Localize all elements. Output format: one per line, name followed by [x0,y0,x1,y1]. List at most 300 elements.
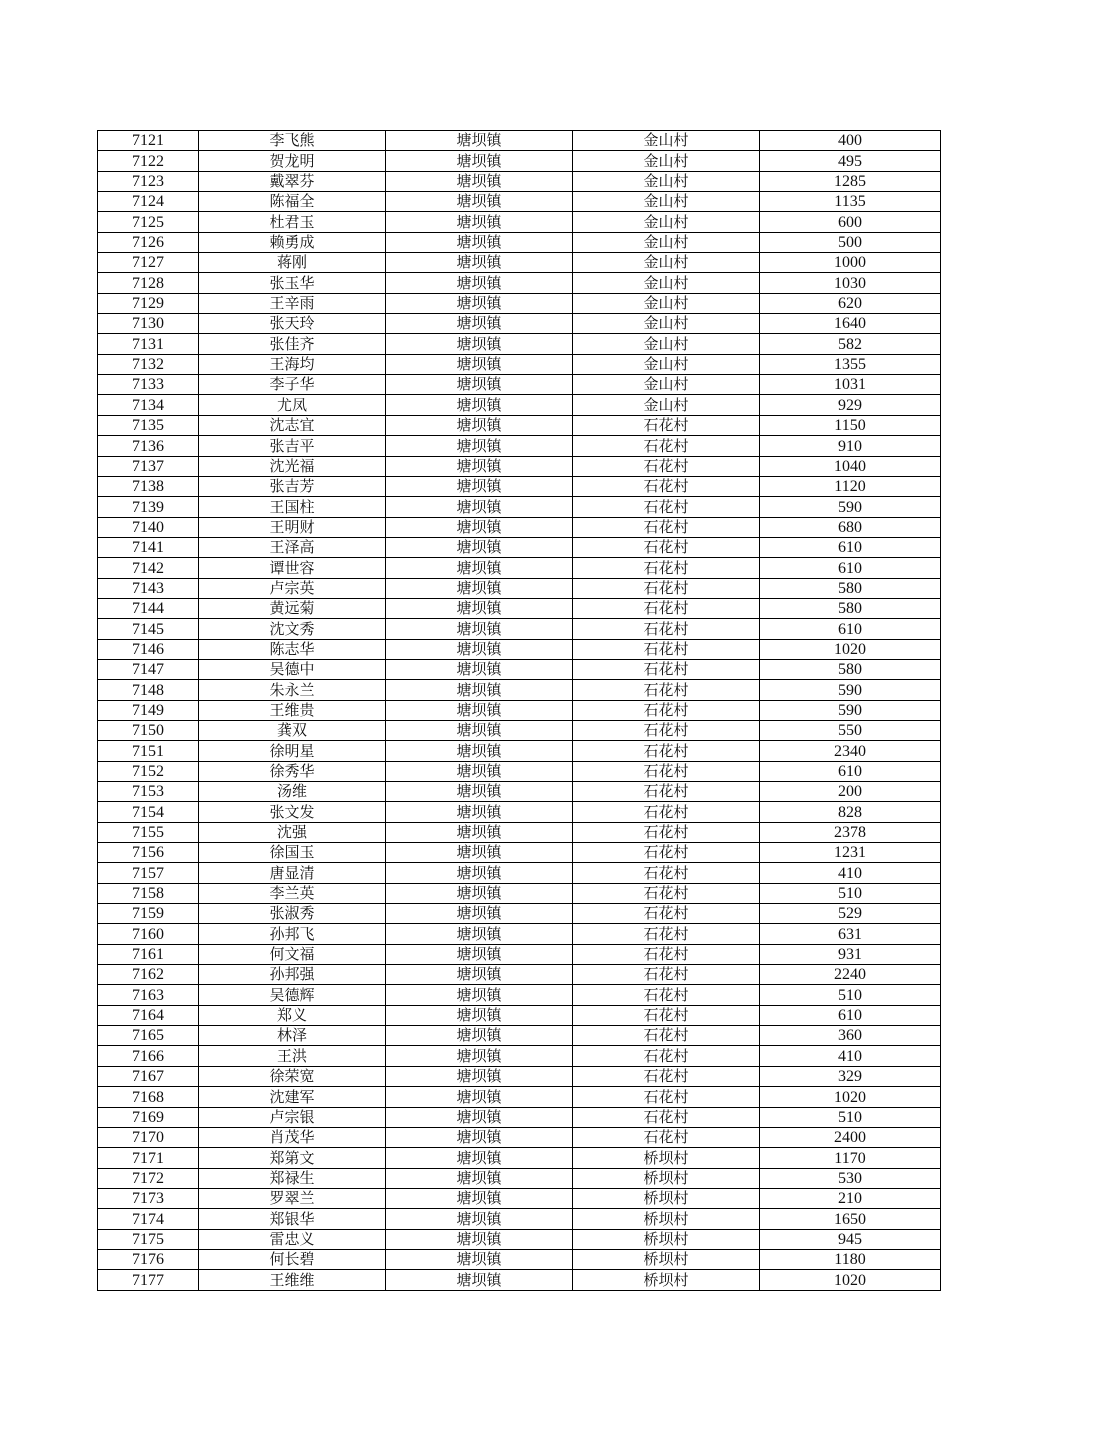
cell-town: 塘坝镇 [386,151,573,171]
cell-name: 李兰英 [199,883,386,903]
cell-town: 塘坝镇 [386,965,573,985]
cell-name: 吴德中 [199,659,386,679]
cell-village: 金山村 [573,192,760,212]
cell-town: 塘坝镇 [386,1188,573,1208]
cell-name: 沈文秀 [199,619,386,639]
cell-amount: 500 [760,232,941,252]
table-row [98,212,941,232]
cell-id: 7123 [98,171,199,191]
cell-town: 塘坝镇 [386,1066,573,1086]
cell-id: 7149 [98,700,199,720]
table-row [98,1168,941,1188]
cell-id: 7141 [98,537,199,557]
cell-name: 郑银华 [199,1209,386,1229]
cell-amount: 1355 [760,354,941,374]
cell-name: 朱永兰 [199,680,386,700]
cell-id: 7156 [98,843,199,863]
cell-amount: 929 [760,395,941,415]
cell-village: 石花村 [573,619,760,639]
cell-id: 7150 [98,720,199,740]
cell-village: 石花村 [573,883,760,903]
cell-name: 林泽 [199,1026,386,1046]
cell-id: 7157 [98,863,199,883]
cell-name: 吴德辉 [199,985,386,1005]
cell-name: 贺龙明 [199,151,386,171]
cell-town: 塘坝镇 [386,1107,573,1127]
cell-name: 卢宗英 [199,578,386,598]
cell-id: 7171 [98,1148,199,1168]
cell-amount: 1170 [760,1148,941,1168]
cell-town: 塘坝镇 [386,395,573,415]
table-row [98,1127,941,1147]
cell-amount: 530 [760,1168,941,1188]
cell-id: 7146 [98,639,199,659]
cell-village: 石花村 [573,659,760,679]
cell-village: 石花村 [573,680,760,700]
table-row [98,761,941,781]
cell-name: 唐显清 [199,863,386,883]
cell-village: 石花村 [573,1066,760,1086]
cell-id: 7177 [98,1270,199,1290]
cell-id: 7160 [98,924,199,944]
cell-town: 塘坝镇 [386,944,573,964]
table-row [98,619,941,639]
cell-village: 石花村 [573,1026,760,1046]
cell-town: 塘坝镇 [386,802,573,822]
cell-village: 石花村 [573,761,760,781]
cell-town: 塘坝镇 [386,232,573,252]
cell-town: 塘坝镇 [386,904,573,924]
table-row [98,741,941,761]
cell-town: 塘坝镇 [386,720,573,740]
cell-name: 沈志宜 [199,415,386,435]
cell-village: 金山村 [573,334,760,354]
cell-amount: 620 [760,293,941,313]
cell-town: 塘坝镇 [386,700,573,720]
cell-village: 石花村 [573,1087,760,1107]
cell-village: 桥坝村 [573,1188,760,1208]
cell-name: 张天玲 [199,314,386,334]
cell-name: 赖勇成 [199,232,386,252]
cell-id: 7153 [98,782,199,802]
cell-name: 王泽高 [199,537,386,557]
cell-amount: 1180 [760,1249,941,1269]
cell-village: 桥坝村 [573,1229,760,1249]
cell-amount: 1640 [760,314,941,334]
cell-id: 7137 [98,456,199,476]
table-row [98,334,941,354]
cell-village: 金山村 [573,212,760,232]
cell-id: 7126 [98,232,199,252]
cell-amount: 400 [760,131,941,151]
cell-id: 7142 [98,558,199,578]
table-row [98,1270,941,1290]
table-row [98,720,941,740]
cell-town: 塘坝镇 [386,436,573,456]
cell-village: 石花村 [573,822,760,842]
cell-name: 徐荣宽 [199,1066,386,1086]
cell-town: 塘坝镇 [386,273,573,293]
cell-village: 金山村 [573,151,760,171]
table-row [98,965,941,985]
cell-name: 沈建军 [199,1087,386,1107]
cell-town: 塘坝镇 [386,192,573,212]
cell-town: 塘坝镇 [386,1127,573,1147]
cell-id: 7125 [98,212,199,232]
cell-name: 黄远菊 [199,598,386,618]
table-row [98,293,941,313]
cell-name: 戴翠芬 [199,171,386,191]
cell-town: 塘坝镇 [386,1249,573,1269]
cell-amount: 200 [760,782,941,802]
cell-village: 金山村 [573,375,760,395]
cell-name: 徐国玉 [199,843,386,863]
cell-amount: 590 [760,700,941,720]
cell-name: 王明财 [199,517,386,537]
table-row [98,802,941,822]
table-row [98,1148,941,1168]
cell-village: 石花村 [573,558,760,578]
cell-name: 张玉华 [199,273,386,293]
cell-amount: 910 [760,436,941,456]
cell-id: 7176 [98,1249,199,1269]
cell-id: 7170 [98,1127,199,1147]
cell-amount: 1135 [760,192,941,212]
cell-town: 塘坝镇 [386,1005,573,1025]
cell-amount: 610 [760,619,941,639]
cell-town: 塘坝镇 [386,1270,573,1290]
cell-amount: 1031 [760,375,941,395]
cell-town: 塘坝镇 [386,863,573,883]
table-row [98,192,941,212]
cell-amount: 1020 [760,1270,941,1290]
cell-id: 7175 [98,1229,199,1249]
cell-id: 7168 [98,1087,199,1107]
cell-town: 塘坝镇 [386,497,573,517]
table-row [98,354,941,374]
cell-village: 石花村 [573,537,760,557]
cell-town: 塘坝镇 [386,985,573,1005]
cell-town: 塘坝镇 [386,1026,573,1046]
table-row [98,273,941,293]
cell-village: 桥坝村 [573,1168,760,1188]
table-row [98,1046,941,1066]
cell-id: 7159 [98,904,199,924]
cell-town: 塘坝镇 [386,558,573,578]
cell-village: 金山村 [573,293,760,313]
table-row [98,415,941,435]
cell-village: 石花村 [573,700,760,720]
cell-village: 桥坝村 [573,1148,760,1168]
cell-name: 陈福全 [199,192,386,212]
cell-name: 龚双 [199,720,386,740]
table-row [98,232,941,252]
cell-town: 塘坝镇 [386,680,573,700]
cell-amount: 610 [760,761,941,781]
cell-name: 孙邦飞 [199,924,386,944]
cell-village: 石花村 [573,720,760,740]
cell-village: 石花村 [573,1005,760,1025]
cell-town: 塘坝镇 [386,1229,573,1249]
cell-village: 石花村 [573,598,760,618]
cell-name: 张吉芳 [199,476,386,496]
cell-town: 塘坝镇 [386,619,573,639]
cell-name: 张淑秀 [199,904,386,924]
table-row [98,782,941,802]
cell-town: 塘坝镇 [386,883,573,903]
cell-id: 7152 [98,761,199,781]
cell-id: 7127 [98,253,199,273]
cell-village: 金山村 [573,171,760,191]
table-row [98,1229,941,1249]
cell-name: 李飞熊 [199,131,386,151]
cell-id: 7136 [98,436,199,456]
cell-amount: 582 [760,334,941,354]
table-row [98,1005,941,1025]
cell-village: 金山村 [573,253,760,273]
cell-name: 谭世容 [199,558,386,578]
cell-town: 塘坝镇 [386,334,573,354]
cell-amount: 600 [760,212,941,232]
cell-village: 金山村 [573,131,760,151]
table-row [98,1087,941,1107]
cell-town: 塘坝镇 [386,517,573,537]
cell-town: 塘坝镇 [386,253,573,273]
cell-name: 陈志华 [199,639,386,659]
cell-village: 石花村 [573,802,760,822]
cell-town: 塘坝镇 [386,476,573,496]
cell-amount: 210 [760,1188,941,1208]
cell-village: 石花村 [573,476,760,496]
cell-amount: 410 [760,863,941,883]
cell-amount: 590 [760,497,941,517]
cell-village: 石花村 [573,517,760,537]
cell-name: 沈强 [199,822,386,842]
cell-village: 石花村 [573,965,760,985]
cell-town: 塘坝镇 [386,1209,573,1229]
table-row [98,863,941,883]
cell-town: 塘坝镇 [386,1087,573,1107]
cell-village: 石花村 [573,944,760,964]
table-row [98,131,941,151]
cell-amount: 945 [760,1229,941,1249]
cell-village: 桥坝村 [573,1249,760,1269]
cell-id: 7154 [98,802,199,822]
table-row [98,497,941,517]
table-row [98,476,941,496]
cell-amount: 580 [760,659,941,679]
cell-village: 石花村 [573,985,760,1005]
cell-amount: 1020 [760,1087,941,1107]
cell-id: 7144 [98,598,199,618]
cell-name: 李子华 [199,375,386,395]
cell-amount: 828 [760,802,941,822]
data-table [97,130,941,1291]
cell-amount: 329 [760,1066,941,1086]
cell-amount: 550 [760,720,941,740]
cell-id: 7131 [98,334,199,354]
cell-id: 7172 [98,1168,199,1188]
cell-town: 塘坝镇 [386,598,573,618]
cell-id: 7138 [98,476,199,496]
cell-id: 7134 [98,395,199,415]
cell-amount: 580 [760,598,941,618]
cell-id: 7173 [98,1188,199,1208]
cell-amount: 2378 [760,822,941,842]
cell-id: 7164 [98,1005,199,1025]
cell-id: 7132 [98,354,199,374]
cell-village: 金山村 [573,232,760,252]
table-row [98,537,941,557]
cell-town: 塘坝镇 [386,822,573,842]
table-row [98,680,941,700]
cell-amount: 1150 [760,415,941,435]
table-row [98,843,941,863]
cell-amount: 680 [760,517,941,537]
cell-amount: 610 [760,537,941,557]
cell-town: 塘坝镇 [386,415,573,435]
cell-village: 金山村 [573,354,760,374]
cell-amount: 931 [760,944,941,964]
cell-village: 桥坝村 [573,1209,760,1229]
table-row [98,1066,941,1086]
cell-id: 7162 [98,965,199,985]
cell-village: 石花村 [573,843,760,863]
cell-town: 塘坝镇 [386,639,573,659]
cell-id: 7148 [98,680,199,700]
cell-town: 塘坝镇 [386,131,573,151]
table-row [98,639,941,659]
cell-id: 7163 [98,985,199,1005]
table-row [98,883,941,903]
cell-village: 金山村 [573,273,760,293]
cell-town: 塘坝镇 [386,212,573,232]
cell-amount: 1020 [760,639,941,659]
cell-amount: 1030 [760,273,941,293]
cell-name: 张文发 [199,802,386,822]
cell-name: 孙邦强 [199,965,386,985]
cell-amount: 580 [760,578,941,598]
cell-amount: 2340 [760,741,941,761]
cell-id: 7174 [98,1209,199,1229]
cell-village: 石花村 [573,497,760,517]
table-row [98,1188,941,1208]
table-row [98,944,941,964]
cell-village: 石花村 [573,741,760,761]
cell-village: 石花村 [573,578,760,598]
table-row [98,253,941,273]
cell-town: 塘坝镇 [386,354,573,374]
cell-village: 石花村 [573,1127,760,1147]
cell-amount: 610 [760,558,941,578]
cell-id: 7140 [98,517,199,537]
cell-amount: 610 [760,1005,941,1025]
cell-town: 塘坝镇 [386,741,573,761]
cell-town: 塘坝镇 [386,456,573,476]
cell-name: 张吉平 [199,436,386,456]
table-row [98,151,941,171]
cell-town: 塘坝镇 [386,843,573,863]
cell-name: 徐秀华 [199,761,386,781]
cell-name: 雷忠义 [199,1229,386,1249]
cell-name: 王国柱 [199,497,386,517]
cell-amount: 529 [760,904,941,924]
cell-name: 郑禄生 [199,1168,386,1188]
cell-name: 何文福 [199,944,386,964]
table-row [98,171,941,191]
cell-village: 石花村 [573,1046,760,1066]
cell-town: 塘坝镇 [386,1148,573,1168]
cell-village: 石花村 [573,904,760,924]
cell-village: 金山村 [573,395,760,415]
cell-name: 蒋刚 [199,253,386,273]
cell-id: 7161 [98,944,199,964]
cell-id: 7167 [98,1066,199,1086]
table-row [98,1249,941,1269]
cell-name: 郑第文 [199,1148,386,1168]
cell-village: 石花村 [573,863,760,883]
table-row [98,578,941,598]
cell-name: 徐明星 [199,741,386,761]
cell-village: 石花村 [573,415,760,435]
cell-id: 7165 [98,1026,199,1046]
cell-town: 塘坝镇 [386,578,573,598]
table-row [98,436,941,456]
cell-town: 塘坝镇 [386,537,573,557]
cell-amount: 510 [760,985,941,1005]
cell-name: 何长碧 [199,1249,386,1269]
table-row [98,924,941,944]
cell-town: 塘坝镇 [386,761,573,781]
cell-name: 王洪 [199,1046,386,1066]
cell-amount: 631 [760,924,941,944]
cell-id: 7124 [98,192,199,212]
cell-name: 王维维 [199,1270,386,1290]
cell-name: 郑义 [199,1005,386,1025]
table-row [98,395,941,415]
table-row [98,1209,941,1229]
cell-amount: 495 [760,151,941,171]
table-row [98,822,941,842]
cell-amount: 2400 [760,1127,941,1147]
cell-id: 7145 [98,619,199,639]
cell-town: 塘坝镇 [386,782,573,802]
cell-town: 塘坝镇 [386,314,573,334]
table-row [98,598,941,618]
cell-name: 罗翠兰 [199,1188,386,1208]
cell-village: 石花村 [573,456,760,476]
cell-town: 塘坝镇 [386,1046,573,1066]
cell-amount: 2240 [760,965,941,985]
cell-village: 石花村 [573,924,760,944]
cell-name: 汤维 [199,782,386,802]
cell-id: 7169 [98,1107,199,1127]
cell-amount: 510 [760,883,941,903]
table-row [98,659,941,679]
cell-name: 王辛雨 [199,293,386,313]
table-row [98,904,941,924]
cell-name: 卢宗银 [199,1107,386,1127]
cell-amount: 1120 [760,476,941,496]
table-row [98,700,941,720]
cell-village: 石花村 [573,782,760,802]
cell-id: 7128 [98,273,199,293]
cell-id: 7139 [98,497,199,517]
table-row [98,314,941,334]
cell-name: 张佳齐 [199,334,386,354]
cell-name: 尤凤 [199,395,386,415]
cell-name: 沈光福 [199,456,386,476]
